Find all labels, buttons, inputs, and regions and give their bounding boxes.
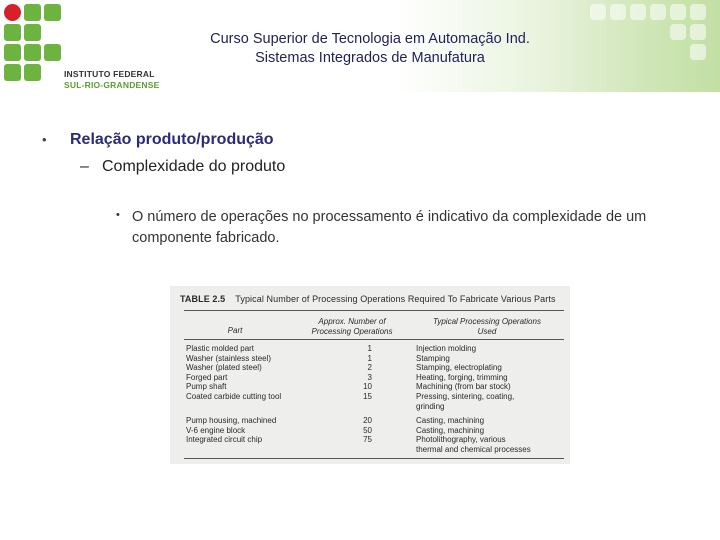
row-number: 3 <box>367 372 372 382</box>
institute-logo <box>4 4 164 90</box>
row-operations: Stamping, electroplating <box>416 363 502 373</box>
row-operations: grinding <box>416 401 445 411</box>
row-number: 50 <box>363 425 372 435</box>
row-operations: Casting, machining <box>416 425 485 435</box>
bullet-level1: • <box>42 132 47 147</box>
table-rule-bottom <box>184 458 564 459</box>
row-part: Pump shaft <box>186 382 227 392</box>
logo-text-line2: SUL-RIO-GRANDENSE <box>64 80 160 90</box>
row-part: Integrated circuit chip <box>186 435 263 445</box>
row-operations: Machining (from bar stock) <box>416 382 511 392</box>
row-part: Washer (stainless steel) <box>186 353 272 363</box>
column-header-operations: Typical Processing Operations Used <box>433 317 541 336</box>
row-number: 1 <box>367 353 372 363</box>
paragraph-numero-operacoes: O número de operações no processamento é indicativo da complexidade de um componente fabricado. <box>132 209 647 246</box>
table-title: Typical Number of Processing Operations Required To Fabricate Various Parts <box>235 294 556 304</box>
row-part: Pump housing, machined <box>186 416 277 425</box>
row-operations: Casting, machining <box>416 416 485 425</box>
row-operations: Heating, forging, trimming <box>416 372 508 382</box>
subheading-complexidade: Complexidade do produto <box>102 158 286 175</box>
logo-red-circle <box>4 4 21 21</box>
row-operations: thermal and chemical processes <box>416 444 531 454</box>
header-title-line1: Curso Superior de Tecnologia em Automação Ind. <box>210 31 530 47</box>
heading-relacao-produto: Relação produto/produção <box>70 131 274 148</box>
row-number: 20 <box>363 416 372 425</box>
row-part: Plastic molded part <box>186 344 255 353</box>
row-number: 1 <box>367 344 372 353</box>
row-operations: Stamping <box>416 353 450 363</box>
row-operations: Photolithography, various <box>416 435 506 445</box>
row-part: Forged part <box>186 372 228 382</box>
row-number: 2 <box>367 363 372 373</box>
processing-operations-table <box>170 286 570 464</box>
row-number: 10 <box>363 382 372 392</box>
row-number: 75 <box>363 435 372 445</box>
row-operations: Injection molding <box>416 344 477 353</box>
header-title-line2: Sistemas Integrados de Manufatura <box>255 50 485 66</box>
logo-text-line1: INSTITUTO FEDERAL <box>64 69 155 79</box>
row-operations: Pressing, sintering, coating, <box>416 392 515 401</box>
column-header-number: Approx. Number of Processing Operations <box>311 317 393 336</box>
row-part: V-6 engine block <box>186 425 246 435</box>
table-rule-header <box>184 339 564 340</box>
row-part: Washer (plated steel) <box>186 363 262 373</box>
table-caption <box>180 294 556 304</box>
row-part: Coated carbide cutting tool <box>186 392 282 401</box>
header-band <box>0 0 720 92</box>
bullet-level3: • <box>116 209 120 221</box>
column-header-part: Part <box>227 326 243 335</box>
row-number: 15 <box>363 392 372 401</box>
table-rule-top <box>184 310 564 311</box>
table-label: TABLE 2.5 <box>180 294 226 304</box>
bullet-level2: – <box>80 158 89 175</box>
